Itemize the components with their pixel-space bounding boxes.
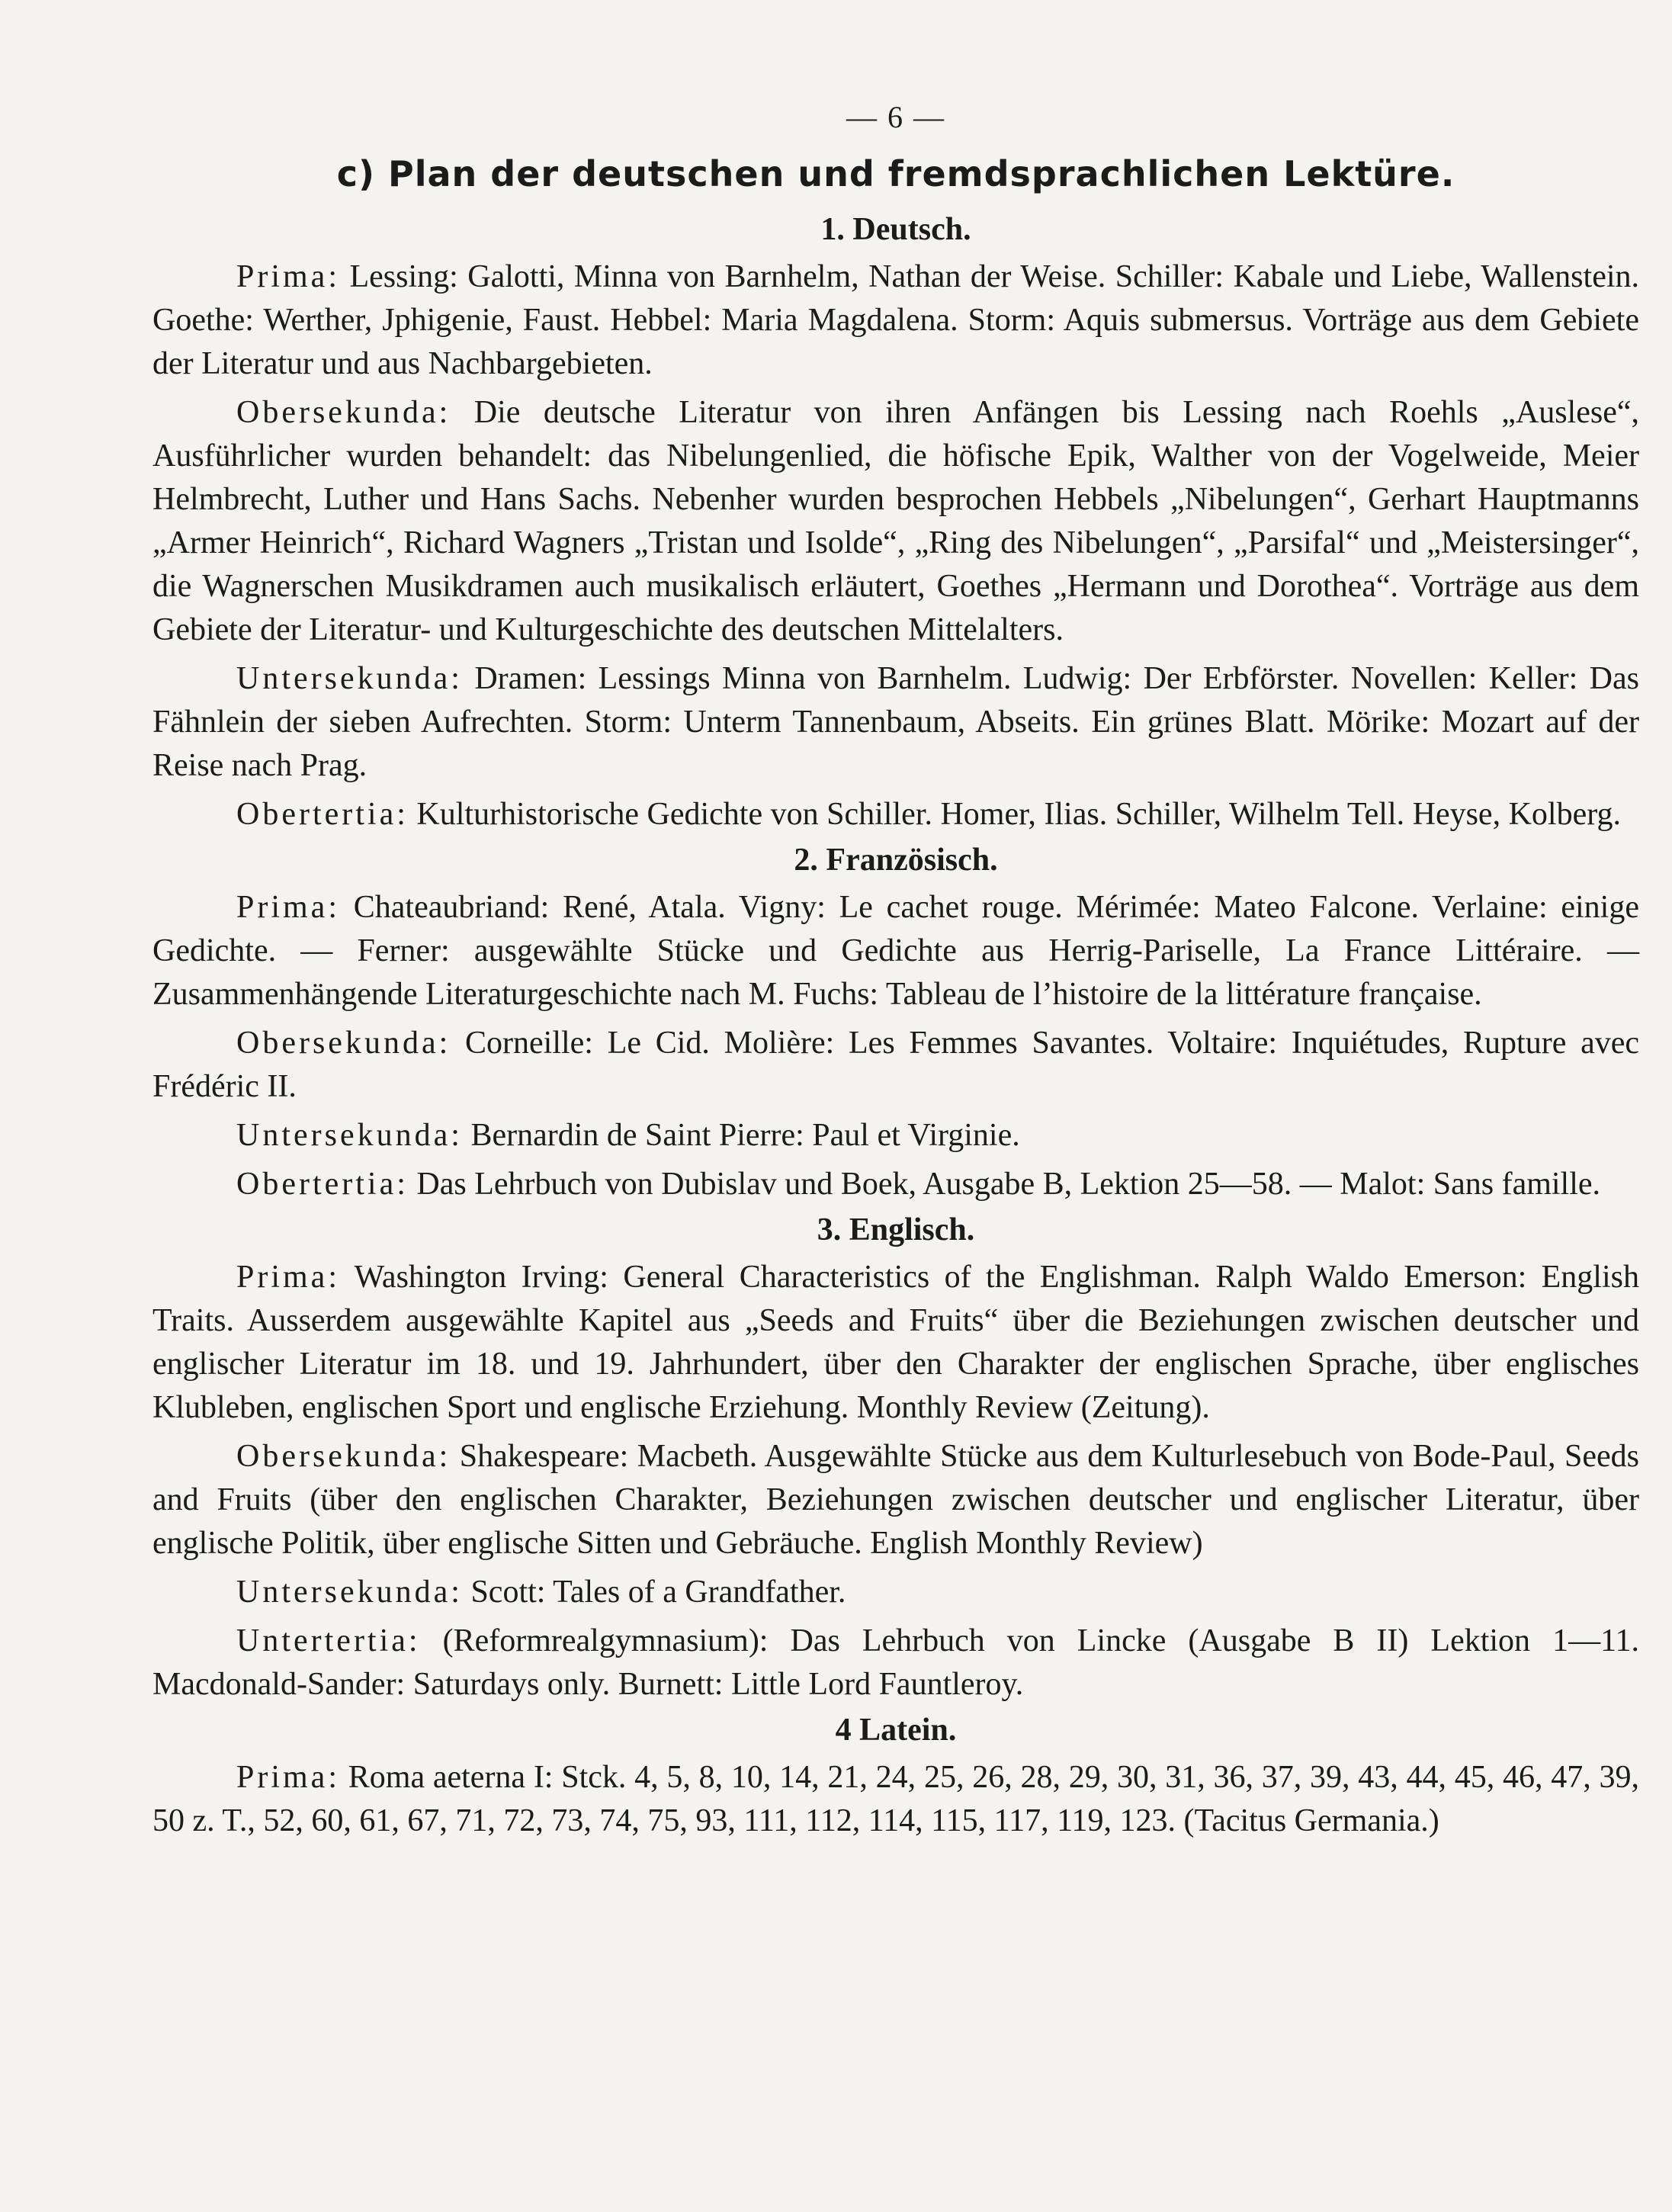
reading-list-text: Washington Irving: General Characteristics of the Englishman. Ralph Waldo Emerson: English Traits. Ausserdem ausgewählte Kapitel aus „Seeds and Fruits“ über die Beziehungen zwischen deutscher und englischer Literatur im 18. und 19. Jahrhundert, über den Charakter der englischen Sprache, über englisches Klubleben, englischen Sport und englische Erziehung. Monthly Review (Zeitung). [152,1260,1639,1425]
reading-list-text: Lessing: Galotti, Minna von Barnhelm, Nathan der Weise. Schiller: Kabale und Liebe, Wallenstein. Goethe: Werther, Jphigenie, Faust. Hebbel: Maria Magdalena. Storm: Aquis submersus. Vorträge aus dem Gebiete der Literatur und aus Nachbargebieten. [152,259,1640,381]
reading-list-text: (Reformrealgymnasium): Das Lehrbuch von Lincke (Ausgabe B II) Lektion 1—11. Macdonald-Sander: Saturdays only. Burnett: Little Lord Fauntleroy. [152,1623,1640,1702]
section-heading: 2. Französisch. [794,843,998,878]
class-level-label: Untersekunda: [236,661,463,696]
reading-list-paragraph [152,1022,1639,1109]
reading-list-paragraph [152,1163,1639,1206]
reading-list-paragraph [152,793,1639,836]
reading-list-text: Scott: Tales of a Grandfather. [470,1575,846,1610]
class-level-label: Prima: [236,1260,340,1295]
class-level-label: Obersekunda: [236,1439,451,1474]
page-number: — 6 — [846,100,945,134]
reading-list-paragraph [152,657,1639,788]
reading-list-text: Roma aeterna I: Stck. 4, 5, 8, 10, 14, 21, 24, 25, 26, 28, 29, 30, 31, 36, 37, 39, 43, 44, 45, 46, 47, 39, 50 z. T., 52, 60, 61, 67, 71, 72, 73, 74, 75, 93, 111, 112, 114, 115, 117, 119, 123. (Tacitus Germania.) [152,1760,1640,1838]
main-heading: c) Plan der deutschen und fremdsprachlichen Lektüre. [336,153,1455,194]
reading-list-text: Das Lehrbuch von Dubislav und Boek, Ausgabe B, Lektion 25—58. — Malot: Sans famille. [416,1167,1601,1202]
reading-list-paragraph [152,1435,1639,1565]
class-level-label: Prima: [236,890,340,925]
reading-list-text: Bernardin de Saint Pierre: Paul et Virginie. [470,1118,1020,1153]
sections-container [152,211,1639,1843]
section-heading: 1. Deutsch. [820,212,971,247]
reading-list-paragraph [152,1114,1639,1157]
document-page [152,99,1639,1848]
reading-list-paragraph [152,391,1639,652]
class-level-label: Untertertia: [236,1623,421,1658]
reading-list-paragraph [152,255,1639,386]
reading-list-text: Shakespeare: Macbeth. Ausgewählte Stücke aus dem Kulturlesebuch von Bode-Paul, Seeds and Fruits (über den englischen Charakter, Beziehungen zwischen deutscher und englischer Literatur, über englische Politik, über englische Sitten und Gebräuche. English Monthly Review) [152,1439,1639,1561]
class-level-label: Obersekunda: [236,395,451,430]
section-heading: 4 Latein. [835,1713,957,1748]
class-level-label: Untersekunda: [236,1118,463,1153]
class-level-label: Obersekunda: [236,1026,451,1061]
reading-list-paragraph [152,1756,1639,1843]
reading-list-text: Chateaubriand: René, Atala. Vigny: Le cachet rouge. Mérimée: Mateo Falcone. Verlaine: einige Gedichte. — Ferner: ausgewählte Stücke und Gedichte aus Herrig-Pariselle, La France Littéraire. — Zusammenhängende Literaturgeschichte nach M. Fuchs: Tableau de l’histoire de la littérature française. [152,890,1639,1012]
section-heading: 3. Englisch. [817,1212,975,1247]
reading-list-paragraph [152,1620,1639,1706]
class-level-label: Untersekunda: [236,1575,463,1610]
reading-list-paragraph [152,1256,1639,1430]
class-level-label: Prima: [236,259,340,294]
class-level-label: Obertertia: [236,1167,409,1202]
reading-list-paragraph [152,886,1639,1016]
reading-list-paragraph [152,1571,1639,1614]
reading-list-text: Dramen: Lessings Minna von Barnhelm. Ludwig: Der Erbförster. Novellen: Keller: Das Fähnlein der sieben Aufrechten. Storm: Unterm Tannenbaum, Abseits. Ein grünes Blatt. Mörike: Mozart auf der Reise nach Prag. [152,661,1640,783]
class-level-label: Obertertia: [236,797,409,832]
reading-list-text: Kulturhistorische Gedichte von Schiller. Homer, Ilias. Schiller, Wilhelm Tell. Heyse, Kolberg. [416,797,1621,832]
class-level-label: Prima: [236,1760,340,1795]
reading-list-text: Corneille: Le Cid. Molière: Les Femmes Savantes. Voltaire: Inquiétudes, Rupture avec Frédéric II. [152,1026,1640,1104]
reading-list-text: Die deutsche Literatur von ihren Anfängen bis Lessing nach Roehls „Auslese“, Ausführlicher wurden behandelt: das Nibelungenlied, die höfische Epik, Walther von der Vogelweide, Meier Helmbrecht, Luther und Hans Sachs. Nebenher wurden besprochen Hebbels „Nibelungen“, Gerhart Hauptmanns „Armer Heinrich“, Richard Wagners „Tristan und Isolde“, „Ring des Nibelungen“, „Parsifal“ und „Meistersinger“, die Wagnerschen Musikdramen auch musikalisch erläutert, Goethes „Hermann und Dorothea“. Vorträge aus dem Gebiete der Literatur- und Kulturgeschichte des deutschen Mittelalters. [152,395,1639,647]
